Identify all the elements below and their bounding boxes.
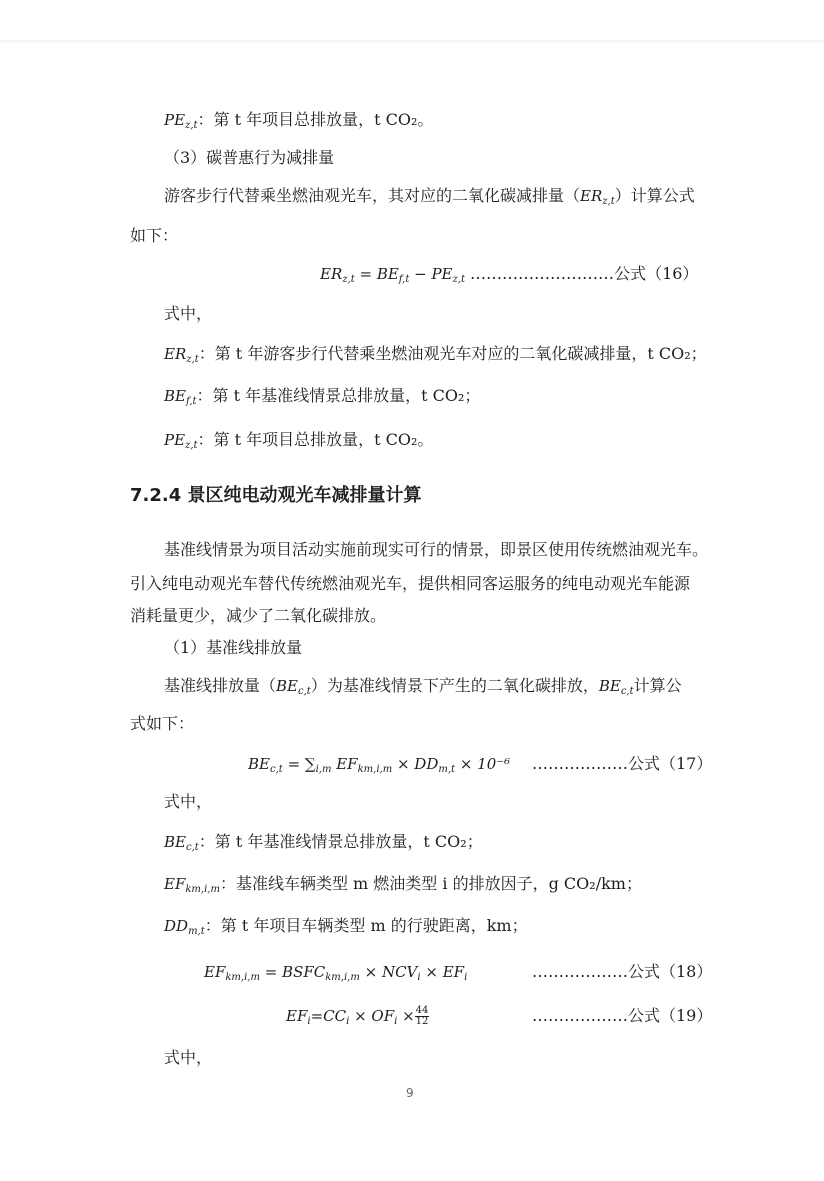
leader-dots: ……………… — [532, 1006, 628, 1025]
f-sub: i — [464, 972, 468, 983]
formula-19-label — [532, 1004, 712, 1028]
f-sub: km,i,m — [225, 972, 260, 983]
f-sub: i — [307, 1016, 311, 1027]
section-3-title: （3）碳普惠行为减排量 — [164, 148, 335, 167]
formula-17 — [248, 752, 510, 782]
f-sym: × DD — [392, 755, 439, 773]
f-sym: BE — [248, 755, 270, 773]
subscript: z,t — [602, 196, 615, 207]
subscript: m,t — [188, 926, 205, 937]
f-sym: × — [397, 1007, 415, 1025]
f-sub: i — [417, 972, 421, 983]
paragraph-base-line3: 消耗量更少，减少了二氧化碳排放。 — [130, 606, 387, 625]
subscript: z,t — [185, 440, 198, 451]
text: ）为基准线情景下产生的二氧化碳排放， — [310, 676, 599, 695]
symbol: BE — [598, 677, 621, 695]
f-sym: − PE — [409, 265, 453, 283]
formula-18 — [204, 960, 467, 990]
page-number: 9 — [406, 1086, 414, 1100]
f-sym: EF — [286, 1007, 308, 1025]
definition-text: ：基准线车辆类型 m 燃油类型 i 的排放因子，g CO₂/km； — [219, 874, 642, 893]
f-sym: =CC — [310, 1007, 347, 1025]
formula-19 — [286, 1004, 429, 1034]
paragraph-base-line2: 引入纯电动观光车替代传统燃油观光车，提供相同客运服务的纯电动观光车能源 — [130, 574, 691, 593]
symbol: PE — [164, 111, 186, 129]
f-sym: ER — [320, 265, 343, 283]
f-sub: m,t — [438, 764, 456, 775]
f-sub: i — [394, 1016, 398, 1027]
scan-edge — [0, 40, 824, 43]
f-sym: EF — [204, 963, 226, 981]
f-sym: × EF — [420, 963, 465, 981]
symbol: ER — [580, 187, 603, 205]
definition-text: ：第 t 年项目总排放量，t CO₂。 — [197, 430, 434, 449]
definition-text: ：第 t 年项目车辆类型 m 的行驶距离，km； — [204, 916, 528, 935]
formula-17-label — [532, 752, 712, 776]
formula-18-label — [532, 960, 712, 984]
formula-label: 公式（16） — [614, 264, 699, 283]
symbol: BE — [164, 387, 186, 405]
shizhong-2: 式中， — [164, 792, 213, 811]
paragraph-bec-line2: 式如下： — [130, 714, 195, 733]
paragraph-er-line1 — [164, 184, 695, 214]
formula-label: 公式（18） — [628, 962, 713, 981]
symbol: ER — [164, 345, 187, 363]
f-sym: × 10⁻⁶ — [455, 755, 511, 773]
formula-label: 公式（19） — [628, 1006, 713, 1025]
def-bec — [164, 830, 483, 860]
leader-dots: ……………………… — [464, 264, 615, 283]
numerator: 44 — [415, 1005, 429, 1016]
fraction — [415, 1006, 430, 1027]
subscript: z,t — [185, 120, 198, 131]
definition-text: ：第 t 年基准线情景总排放量，t CO₂； — [198, 832, 483, 851]
subscript: z,t — [186, 354, 199, 365]
text: 计算公 — [633, 676, 682, 695]
definition-text: ：第 t 年游客步行代替乘坐燃油观光车对应的二氧化碳减排量，t CO₂； — [198, 344, 707, 363]
leader-dots: ……………… — [532, 754, 628, 773]
paragraph-base-line1: 基准线情景为项目活动实施前现实可行的情景，即景区使用传统燃油观光车。 — [164, 540, 709, 559]
paragraph-er-line2: 如下： — [130, 226, 179, 245]
f-sub: km,i,m — [325, 972, 360, 983]
f-sub: i,m — [315, 764, 332, 775]
def-pe — [164, 428, 433, 458]
f-sub: z,t — [452, 274, 465, 285]
def-dd — [164, 914, 528, 944]
leader-dots: ……………… — [532, 962, 628, 981]
def-ef — [164, 872, 642, 902]
definition-text: ：第 t 年基准线情景总排放量，t CO₂； — [196, 386, 481, 405]
paragraph-bec-line1 — [164, 674, 682, 704]
symbol: EF — [164, 875, 186, 893]
symbol: BE — [276, 677, 298, 695]
symbol: PE — [164, 431, 186, 449]
section-heading: 7.2.4 景区纯电动观光车减排量计算 — [130, 485, 422, 506]
section-1-title: （1）基准线排放量 — [164, 638, 303, 657]
f-sym: EF — [331, 755, 358, 773]
denominator: 12 — [415, 1016, 429, 1027]
text: 游客步行代替乘坐燃油观光车，其对应的二氧化碳减排量（ — [164, 186, 581, 205]
definition-text: ：第 t 年项目总排放量，t CO₂。 — [197, 110, 434, 129]
f-sym: × OF — [349, 1007, 395, 1025]
f-sub: i — [346, 1016, 350, 1027]
f-sub: c,t — [269, 764, 283, 775]
f-sub: z,t — [342, 274, 355, 285]
text: 基准线排放量（ — [164, 676, 277, 695]
formula-label: 公式（17） — [628, 754, 713, 773]
subscript: c,t — [298, 686, 311, 697]
f-sub: f,t — [398, 274, 410, 285]
shizhong-1: 式中， — [164, 304, 213, 323]
f-sub: km,i,m — [357, 764, 393, 775]
symbol: BE — [164, 833, 186, 851]
text: ）计算公式 — [614, 186, 695, 205]
shizhong-3: 式中， — [164, 1048, 213, 1067]
subscript: c,t — [620, 686, 634, 697]
def-bef — [164, 384, 480, 414]
subscript: c,t — [185, 842, 199, 853]
symbol: DD — [164, 917, 189, 935]
formula-16 — [320, 262, 698, 292]
f-sym: = BSFC — [259, 963, 326, 981]
f-sym: = ∑ — [282, 755, 316, 773]
def-er — [164, 342, 707, 372]
def-pe-top — [164, 108, 433, 138]
f-sym: × NCV — [359, 963, 418, 981]
subscript: f,t — [185, 396, 197, 407]
f-sym: = BE — [354, 265, 399, 283]
subscript: km,i,m — [185, 884, 220, 895]
